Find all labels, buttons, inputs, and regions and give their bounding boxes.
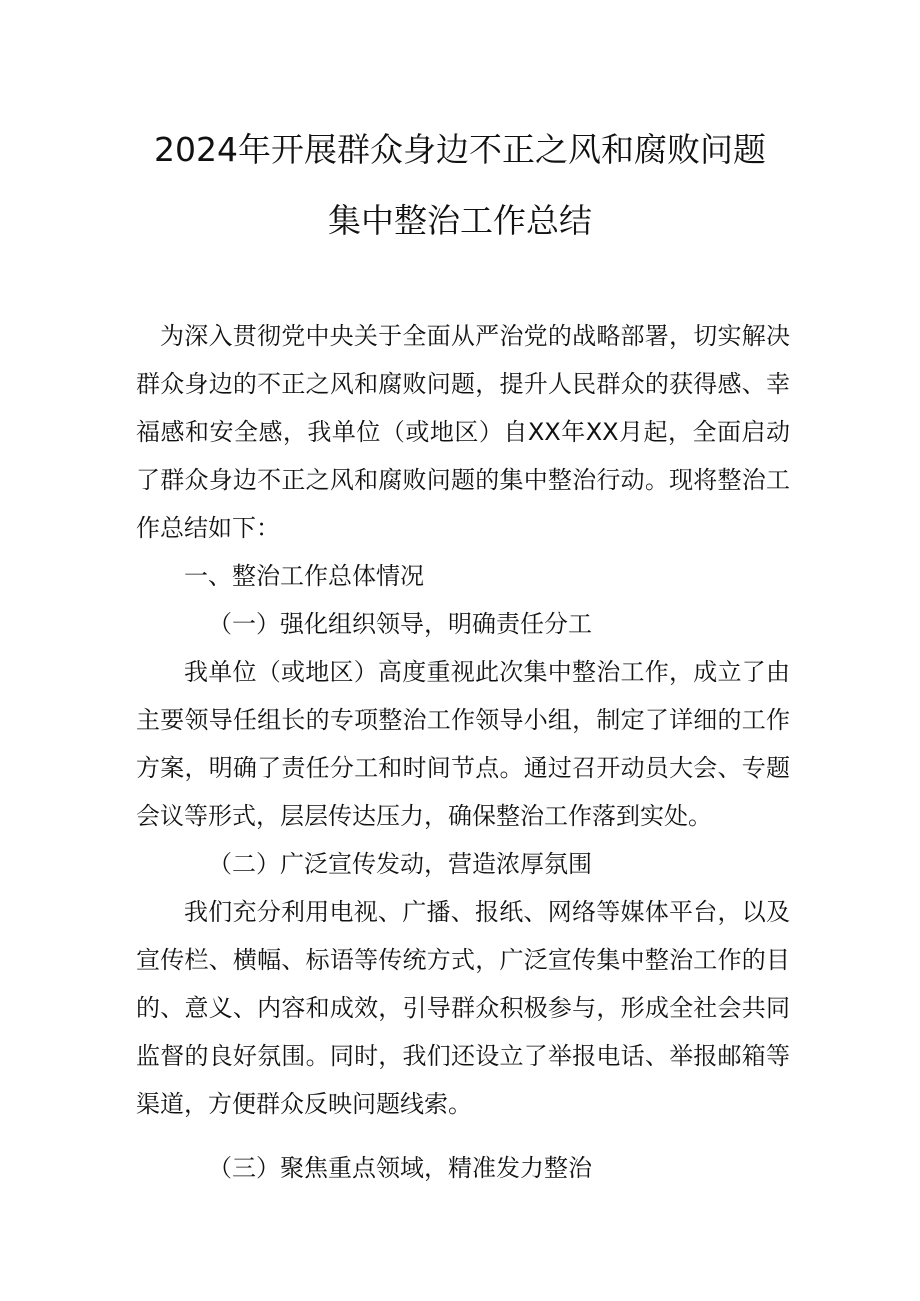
document-body <box>136 312 790 1192</box>
section1-heading: 一、整治工作总体情况 <box>184 562 424 590</box>
document-title-line1: 2024年开展群众身边不正之风和腐败问题 <box>154 130 766 169</box>
intro-paragraph: 为深入贯彻党中央关于全面从严治党的战略部署，切实解决群众身边的不正之风和腐败问题，提升人民群众的获得感、幸福感和安全感，我单位（或地区）自XX年XX月起，全面启动了群众身边不正之风和腐败问题的集中整治行动。现将整治工作总结如下： <box>136 322 790 542</box>
subsection1-heading: （一）强化组织领导，明确责任分工 <box>208 610 592 638</box>
subsection2-paragraph: 我们充分利用电视、广播、报纸、网络等媒体平台，以及宣传栏、横幅、标语等传统方式，广泛宣传集中整治工作的目的、意义、内容和成效，引导群众积极参与，形成全社会共同监督的良好氛围。同时，我们还设立了举报电话、举报邮箱等渠道，方便群众反映问题线索。 <box>136 898 790 1118</box>
subsection2-heading: （二）广泛宣传发动，营造浓厚氛围 <box>208 850 592 878</box>
subsection3-heading: （三）聚焦重点领域，精准发力整治 <box>208 1154 592 1182</box>
paragraph-gap <box>136 1128 790 1144</box>
subsection1-paragraph: 我单位（或地区）高度重视此次集中整治工作，成立了由主要领导任组长的专项整治工作领导小组，制定了详细的工作方案，明确了责任分工和时间节点。通过召开动员大会、专题会议等形式，层层传达压力，确保整治工作落到实处。 <box>136 658 790 830</box>
document-title-line2: 集中整治工作总结 <box>328 201 592 240</box>
